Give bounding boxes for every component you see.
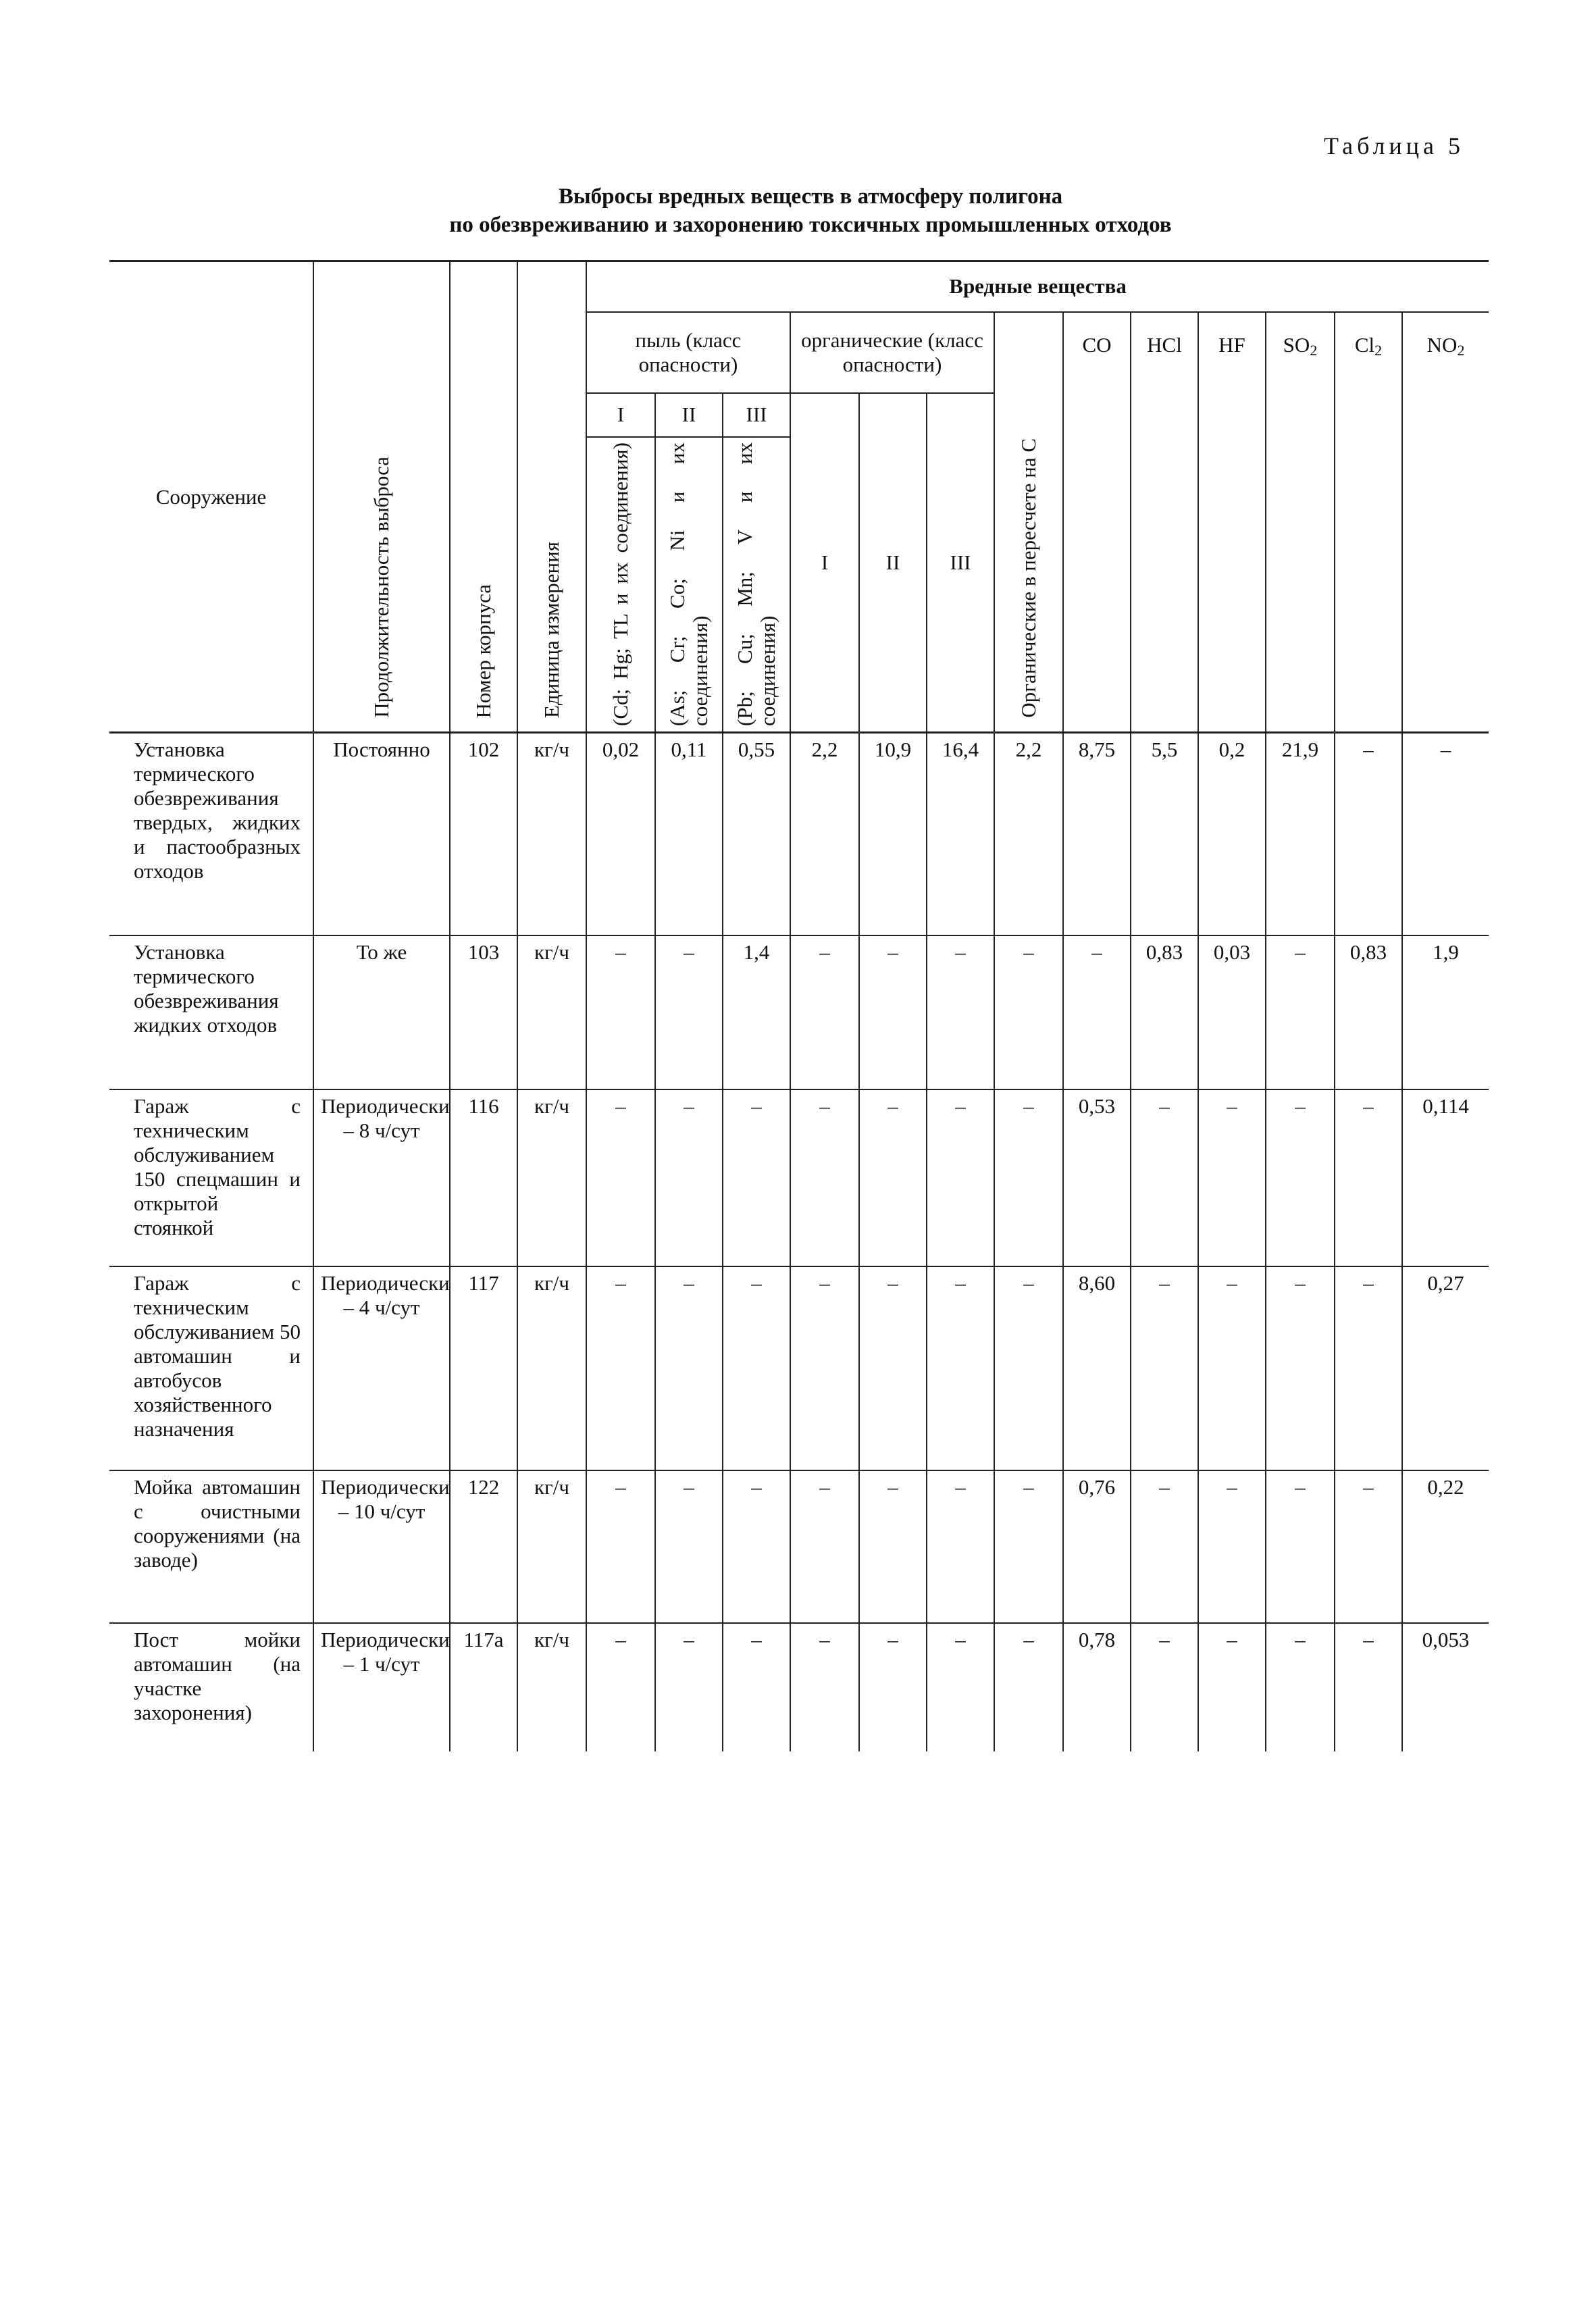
cell-organic-i: – <box>790 1089 859 1266</box>
cell-hf: – <box>1198 1470 1266 1623</box>
cell-dust-i: – <box>586 1623 655 1751</box>
table-title-line-2: по обезвреживанию и захоронению токсичных промышленных отходов <box>449 213 1172 237</box>
cell-hcl: – <box>1131 1089 1198 1266</box>
header-dust: пыль (класс опасности) <box>586 312 790 393</box>
cell-so2: 21,9 <box>1266 733 1335 935</box>
row-building: 102 <box>450 733 517 935</box>
cell-organic-c: – <box>994 1623 1063 1751</box>
row-unit: кг/ч <box>517 1089 586 1266</box>
table-row <box>109 1470 1489 1623</box>
cell-hf: – <box>1198 1623 1266 1751</box>
cell-dust-i: – <box>586 1089 655 1266</box>
cell-organic-ii: – <box>859 1266 927 1470</box>
row-building: 103 <box>450 935 517 1089</box>
row-structure: Пост мойки автомашин (на участке захоронения) <box>134 1627 301 1724</box>
cell-hcl: – <box>1131 1266 1198 1470</box>
cell-hcl: 5,5 <box>1131 733 1198 935</box>
cell-organic-iii: 16,4 <box>927 733 994 935</box>
cell-dust-i: – <box>586 1266 655 1470</box>
cell-hcl: 0,83 <box>1131 935 1198 1089</box>
cell-so2: – <box>1266 1089 1335 1266</box>
cell-organic-c: – <box>994 1089 1063 1266</box>
row-duration: Периодически – 1 ч/сут <box>313 1623 450 1751</box>
cell-no2: 0,22 <box>1402 1470 1489 1623</box>
cell-organic-c: – <box>994 1470 1063 1623</box>
header-building-number: Номер корпуса <box>450 261 517 733</box>
row-structure: Установка термического обезвреживания жидких отходов <box>109 935 313 1089</box>
header-hcl: HCl <box>1131 312 1198 733</box>
cell-organic-ii: – <box>859 935 927 1089</box>
cell-so2: – <box>1266 1623 1335 1751</box>
header-structure: Сооружение <box>109 261 313 733</box>
cell-hf: – <box>1198 1089 1266 1266</box>
cell-so2: – <box>1266 1470 1335 1623</box>
row-duration: Периодически – 8 ч/сут <box>313 1089 450 1266</box>
cell-organic-i: – <box>790 1623 859 1751</box>
cell-co: 8,60 <box>1063 1266 1131 1470</box>
cell-so2: – <box>1266 1266 1335 1470</box>
header-cl2: $Cl_2$ <box>1335 312 1402 733</box>
header-dust-i-compounds: (Cd; Hg; TL и их соединения) <box>586 437 655 733</box>
cell-so2: – <box>1266 935 1335 1089</box>
row-unit: кг/ч <box>517 733 586 935</box>
cell-dust-iii: – <box>723 1623 790 1751</box>
cell-organic-c: – <box>994 935 1063 1089</box>
header-co: CO <box>1063 312 1131 733</box>
cell-dust-ii: – <box>655 1089 723 1266</box>
cell-dust-iii: 1,4 <box>723 935 790 1089</box>
header-dust-class-ii: II <box>655 393 723 437</box>
cell-cl2: – <box>1335 1266 1402 1470</box>
cell-co: 0,53 <box>1063 1089 1131 1266</box>
cell-no2: 0,27 <box>1402 1266 1489 1470</box>
cell-organic-i: – <box>790 1266 859 1470</box>
row-structure: Мойка автомашин с очистными сооружениями (на заводе) <box>109 1470 313 1623</box>
cell-organic-ii: – <box>859 1089 927 1266</box>
table-row <box>109 1089 1489 1266</box>
row-structure: Установка термического обезвреживания твердых, жидких и пастообразных отходов <box>109 733 313 935</box>
table-row <box>109 1266 1489 1470</box>
cell-dust-ii: – <box>655 935 723 1089</box>
header-organic: органические (класс опасности) <box>790 312 994 393</box>
cell-dust-iii: 0,55 <box>723 733 790 935</box>
cell-cl2: – <box>1335 1470 1402 1623</box>
cell-dust-i: – <box>586 1470 655 1623</box>
cell-dust-i: – <box>586 935 655 1089</box>
header-dust-class-i: I <box>586 393 655 437</box>
header-organic-c: Органические в пересчете на С <box>994 312 1063 733</box>
header-organic-class-ii: II <box>859 393 927 733</box>
cell-cl2: – <box>1335 1089 1402 1266</box>
header-no2: $NO_2$ <box>1402 312 1489 733</box>
cell-hf: – <box>1198 1266 1266 1470</box>
row-unit: кг/ч <box>517 1470 586 1623</box>
table-title-line-1: Выбросы вредных веществ в атмосферу полигона <box>558 184 1063 209</box>
cell-dust-ii: – <box>655 1266 723 1470</box>
row-duration: Периодически – 10 ч/сут <box>313 1470 450 1623</box>
cell-organic-iii: – <box>927 1623 994 1751</box>
cell-no2: 1,9 <box>1402 935 1489 1089</box>
row-building: 116 <box>450 1089 517 1266</box>
cell-no2: – <box>1402 733 1489 935</box>
cell-organic-c: – <box>994 1266 1063 1470</box>
row-unit: кг/ч <box>517 1623 586 1751</box>
cell-dust-iii: – <box>723 1266 790 1470</box>
emissions-table <box>109 260 1489 1751</box>
cell-dust-ii: – <box>655 1470 723 1623</box>
cell-cl2: 0,83 <box>1335 935 1402 1089</box>
row-building: 117а <box>450 1623 517 1751</box>
cell-organic-iii: – <box>927 935 994 1089</box>
row-unit: кг/ч <box>517 935 586 1089</box>
header-dust-iii-compounds: (Pb; Cu; Mn; V и их соединения) <box>723 437 790 733</box>
header-hf: HF <box>1198 312 1266 733</box>
header-so2: $SO_2$ <box>1266 312 1335 733</box>
cell-organic-ii: 10,9 <box>859 733 927 935</box>
cell-no2: 0,053 <box>1402 1623 1489 1751</box>
header-organic-class-iii: III <box>927 393 994 733</box>
header-dust-class-iii: III <box>723 393 790 437</box>
cell-organic-i: 2,2 <box>790 733 859 935</box>
row-duration: Постоянно <box>313 733 450 935</box>
row-building: 122 <box>450 1470 517 1623</box>
row-building: 117 <box>450 1266 517 1470</box>
cell-hcl: – <box>1131 1470 1198 1623</box>
row-duration: То же <box>313 935 450 1089</box>
cell-organic-ii: – <box>859 1623 927 1751</box>
cell-hcl: – <box>1131 1623 1198 1751</box>
cell-organic-iii: – <box>927 1470 994 1623</box>
header-organic-class-i: I <box>790 393 859 733</box>
cell-cl2: – <box>1335 1623 1402 1751</box>
cell-dust-ii: – <box>655 1623 723 1751</box>
row-unit: кг/ч <box>517 1266 586 1470</box>
cell-organic-ii: – <box>859 1470 927 1623</box>
cell-hf: 0,03 <box>1198 935 1266 1089</box>
row-structure: Гараж с техническим обслуживанием 50 автомашин и автобусов хозяйственного назначения <box>109 1266 313 1470</box>
cell-co: 0,76 <box>1063 1470 1131 1623</box>
cell-organic-iii: – <box>927 1089 994 1266</box>
header-harmful-substances: Вредные вещества <box>586 261 1489 312</box>
cell-organic-i: – <box>790 935 859 1089</box>
cell-organic-i: – <box>790 1470 859 1623</box>
cell-no2: 0,114 <box>1402 1089 1489 1266</box>
header-dust-ii-compounds: (As; Cr; Co; Ni и их соединения) <box>655 437 723 733</box>
cell-cl2: – <box>1335 733 1402 935</box>
table-row <box>109 1623 1489 1751</box>
table-row <box>109 733 1489 935</box>
row-duration: Периодически – 4 ч/сут <box>313 1266 450 1470</box>
cell-co: 0,78 <box>1063 1623 1131 1751</box>
table-row <box>109 935 1489 1089</box>
cell-hf: 0,2 <box>1198 733 1266 935</box>
cell-organic-iii: – <box>927 1266 994 1470</box>
table-number-label: Таблица 5 <box>1324 132 1464 159</box>
header-unit: Единица измерения <box>517 261 586 733</box>
header-duration: Продолжительность выброса <box>313 261 450 733</box>
cell-organic-c: 2,2 <box>994 733 1063 935</box>
cell-dust-iii: – <box>723 1470 790 1623</box>
cell-dust-i: 0,02 <box>586 733 655 935</box>
cell-dust-iii: – <box>723 1089 790 1266</box>
cell-co: – <box>1063 935 1131 1089</box>
cell-dust-ii: 0,11 <box>655 733 723 935</box>
row-structure: Гараж с техническим обслуживанием 150 спецмашин и открытой стоянкой <box>109 1089 313 1266</box>
cell-co: 8,75 <box>1063 733 1131 935</box>
